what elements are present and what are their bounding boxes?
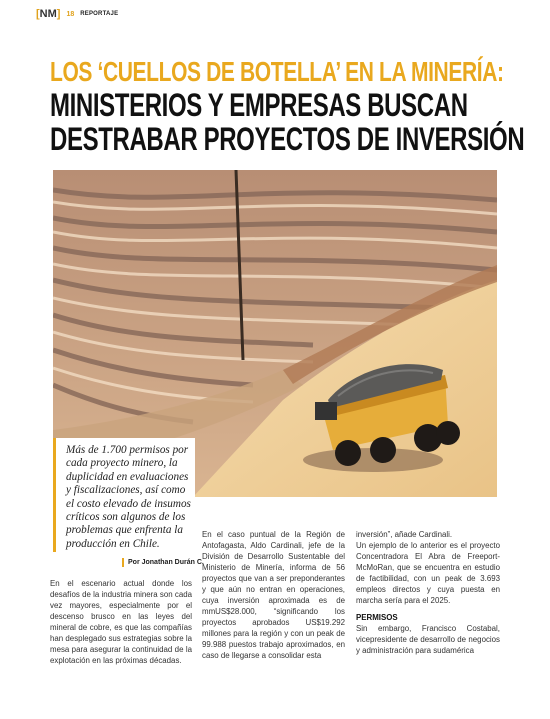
article-column-2	[202, 529, 345, 661]
byline	[122, 558, 204, 567]
paragraph: inversión”, añade Cardinali.	[356, 530, 453, 539]
pull-quote: Más de 1.700 permisos por cada proyecto minero, la duplicidad en evaluaciones y fiscalizaciones, así como el costo elevado de insumos críticos son algunos de los problemas que enfrenta la producción en Chile.	[53, 438, 195, 552]
page-number: 18	[66, 10, 75, 18]
byline-text: Por Jonathan Durán C.	[128, 559, 204, 566]
page-header	[36, 7, 118, 21]
paragraph: En el escenario actual donde los desafíos de la industria minera son cada vez mayores, especialmente por el descenso brusco en las leyes del mineral de cobre, es que las compañías han desplegado sus estrategias sobre la mesa para asegurar la continuidad de la explotación en las próximas décadas.	[50, 579, 192, 665]
paragraph: En el caso puntual de la Región de Antofagasta, Aldo Cardinali, jefe de la División de Desarrollo Sustentable del Ministerio de Minería, informa de 56 proyectos que van a ser preponderantes y que aún no entran en operaciones, cuya inversión aproximada es de mmUS$28.000, “significando los proyectos aprobados US$19.292 millones para la región y con un peak de 99.988 puestos trabajo aproximados, en caso de llegarse a consolidar esta	[202, 530, 345, 660]
headline-line-1: LOS ‘CUELLOS DE BOTELLA’ EN LA MINERÍA:	[50, 56, 504, 87]
byline-accent-bar	[122, 558, 124, 567]
magazine-logo: [NM]	[36, 8, 61, 20]
subheading-permisos: PERMISOS	[356, 613, 398, 622]
headline-line-2: MINISTERIOS Y EMPRESAS BUSCAN	[50, 87, 468, 123]
article-column-3	[356, 529, 500, 656]
section-label: REPORTAJE	[80, 11, 119, 17]
paragraph: Sin embargo, Francisco Costabal, vicepresidente de desarrollo de negocios y administración para sudamérica	[356, 624, 500, 655]
paragraph: Un ejemplo de lo anterior es el proyecto Concentradora El Abra de Freeport-McMoRan, que se encuentra en estudio de factibilidad, con un peak de 3.693 empleos directos y cuya puesta en marcha sería para el 2025.	[356, 541, 500, 605]
article-column-1	[50, 578, 192, 666]
headline-line-3: DESTRABAR PROYECTOS DE INVERSIÓN	[50, 121, 525, 157]
